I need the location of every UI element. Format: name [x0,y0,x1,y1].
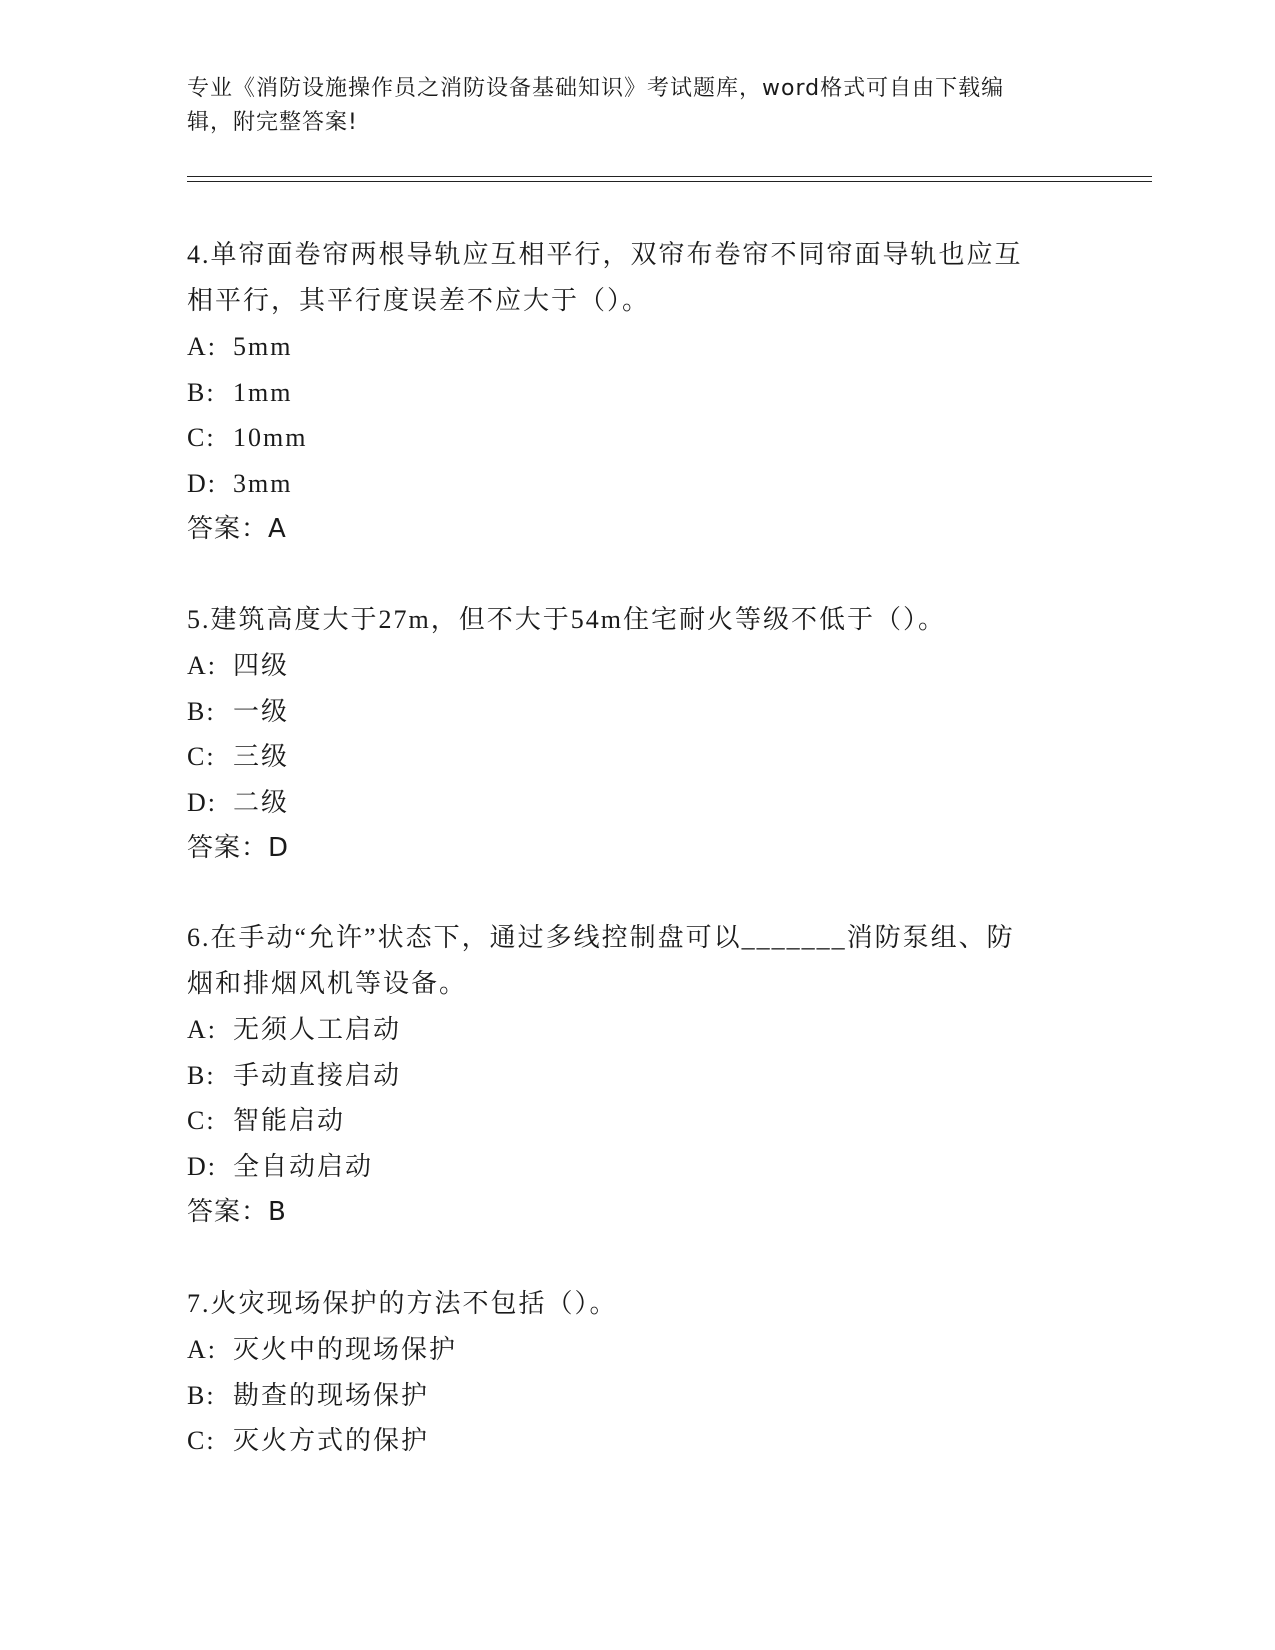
option-letter: D: [187,787,217,817]
option-b [187,370,1087,416]
option-d [187,780,1087,826]
option-text: 二级 [233,787,290,817]
question-7 [187,1281,1087,1464]
option-letter: C: [187,1106,216,1135]
option-c [187,415,1087,461]
question-stem-line-1: 5.建筑高度大于27m，但不大于54m住宅耐火等级不低于（）。 [187,605,946,634]
option-text: 三级 [233,742,290,771]
option-letter: B: [187,1060,216,1090]
answer-label: 答案： [187,833,269,863]
option-c [187,734,1087,780]
option-letter: C: [187,742,216,771]
answer-line [187,825,1087,871]
header-divider-top [187,176,1152,177]
option-text: 灭火方式的保护 [233,1426,430,1455]
option-text: 10mm [233,423,308,452]
question-stem-line-1: 6.在手动“允许”状态下，通过多线控制盘可以_______消防泵组、防 [187,923,1015,952]
option-text: 5mm [233,332,293,361]
option-letter: B: [187,696,216,726]
document-header [187,72,1067,140]
answer-label: 答案： [187,514,269,544]
option-text: 无须人工启动 [233,1015,402,1044]
question-stem-line-2: 烟和排烟风机等设备。 [187,969,468,998]
question-stem-line-1: 7.火灾现场保护的方法不包括（）。 [187,1289,618,1318]
option-letter: B: [187,1380,216,1410]
option-d [187,1144,1087,1190]
option-letter: A: [187,651,217,680]
option-c [187,1098,1087,1144]
question-stem-line-1: 4.单帘面卷帘两根导轨应互相平行，双帘布卷帘不同帘面导轨也应互 [187,240,1023,269]
header-line-1: 专业《消防设施操作员之消防设备基础知识》考试题库，word格式可自由下载编 [187,76,1005,101]
header-line-2: 辑，附完整答案! [187,110,358,135]
answer-label: 答案： [187,1197,269,1227]
option-text: 四级 [233,651,290,680]
option-letter: D: [187,468,217,498]
option-b [187,1053,1087,1099]
option-letter: D: [187,1151,217,1181]
option-c [187,1418,1087,1464]
question-stem-line-2: 相平行，其平行度误差不应大于（）。 [187,286,651,315]
question-4 [187,232,1087,552]
option-a [187,643,1087,689]
option-text: 灭火中的现场保护 [233,1335,458,1364]
question-5 [187,597,1087,871]
option-text: 勘查的现场保护 [233,1380,430,1410]
answer-value: B [268,1197,287,1227]
option-text: 一级 [233,696,290,726]
option-letter: A: [187,1335,217,1364]
option-text: 智能启动 [233,1106,346,1135]
header-divider-bottom [187,181,1152,182]
answer-value: A [268,514,287,544]
option-a [187,1007,1087,1053]
option-d [187,461,1087,507]
option-letter: C: [187,1426,216,1455]
option-text: 手动直接启动 [233,1060,402,1090]
option-text: 3mm [233,468,293,498]
option-b [187,689,1087,735]
question-6 [187,915,1087,1235]
option-letter: C: [187,423,216,452]
answer-line [187,1189,1087,1235]
option-text: 1mm [233,377,293,407]
answer-line [187,506,1087,552]
option-text: 全自动启动 [233,1151,374,1181]
option-letter: B: [187,377,216,407]
option-letter: A: [187,1015,217,1044]
option-letter: A: [187,332,217,361]
option-b [187,1373,1087,1419]
option-a [187,1327,1087,1373]
answer-value: D [268,833,290,863]
option-a [187,324,1087,370]
